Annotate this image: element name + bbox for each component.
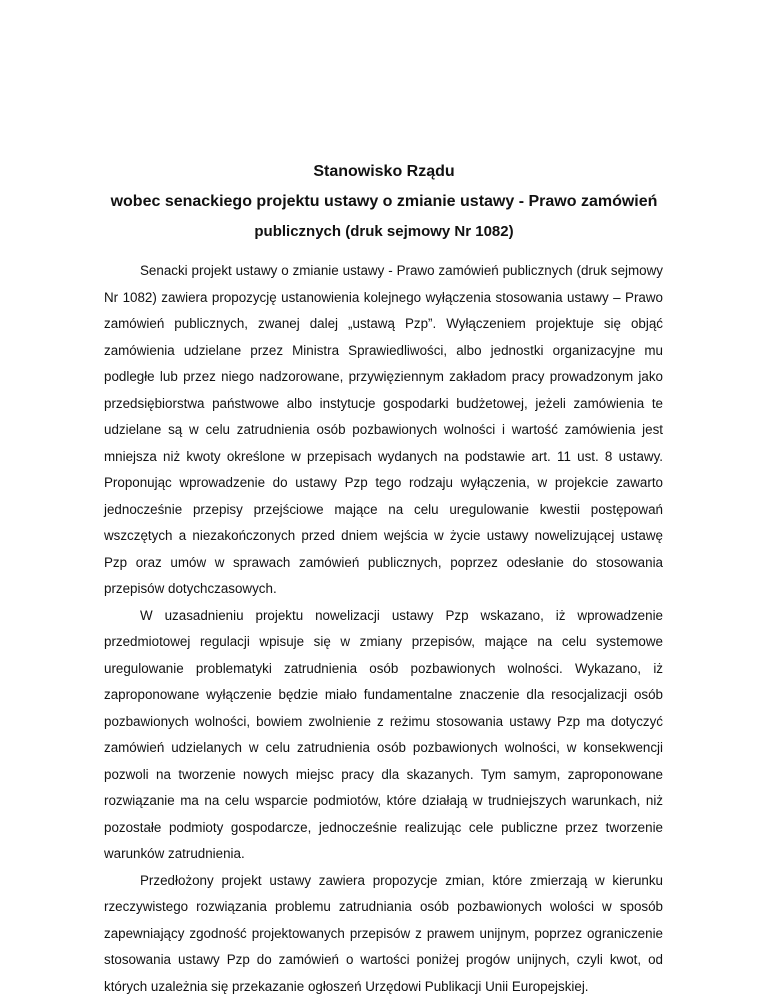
document-title — [60, 157, 708, 247]
paragraph-2: W uzasadnieniu projektu nowelizacji ustawy Pzp wskazano, iż wprowadzenie przedmiotowej regulacji wpisuje się w zmiany przepisów, mające na celu systemowe uregulowanie problematyki zatrudnienia osób pozbawionych wolności. Wykazano, iż zaproponowane wyłączenie będzie miało fundamentalne znaczenie dla resocjalizacji osób pozbawionych wolności, bowiem zwolnienie z reżimu stosowania ustawy Pzp ma dotyczyć zamówień udzielanych w celu zatrudnienia osób pozbawionych wolności, w konsekwencji pozwoli na tworzenie nowych miejsc pracy dla skazanych. Tym samym, zaproponowane rozwiązanie ma na celu wsparcie podmiotów, które działają w trudniejszych warunkach, niż pozostałe podmioty gospodarcze, jednocześnie realizując cele publiczne przez tworzenie warunków zatrudnienia. — [104, 603, 663, 868]
paragraph-3: Przedłożony projekt ustawy zawiera propozycje zmian, które zmierzają w kierunku rzeczywistego rozwiązania problemu zatrudniania osób pozbawionych wolości w sposób zapewniający zgodność projektowanych przepisów z prawem unijnym, poprzez ograniczenie stosowania ustawy Pzp do zamówień o wartości poniżej progów unijnych, czyli kwot, od których uzależnia się przekazanie ogłoszeń Urzędowi Publikacji Unii Europejskiej. — [104, 868, 663, 1000]
title-line-2: wobec senackiego projektu ustawy o zmianie ustawy - Prawo zamówień — [60, 187, 708, 217]
document-body — [104, 258, 663, 1000]
title-line-1: Stanowisko Rządu — [60, 157, 708, 187]
title-line-3: publicznych (druk sejmowy Nr 1082) — [60, 217, 708, 247]
paragraph-1: Senacki projekt ustawy o zmianie ustawy - Prawo zamówień publicznych (druk sejmowy Nr 1082) zawiera propozycję ustanowienia kolejnego wyłączenia stosowania ustawy – Prawo zamówień publicznych, zwanej dalej „ustawą Pzp”. Wyłączeniem projektuje się objąć zamówienia udzielane przez Ministra Sprawiedliwości, albo jednostki organizacyjne mu podległe lub przez niego nadzorowane, przywięziennym zakładom pracy prowadzonym jako przedsiębiorstwa państwowe albo instytucje gospodarki budżetowej, jeżeli zamówienia te udzielane są w celu zatrudnienia osób pozbawionych wolności i wartość zamówienia jest mniejsza niż kwoty określone w przepisach wydanych na podstawie art. 11 ust. 8 ustawy. Proponując wprowadzenie do ustawy Pzp tego rodzaju wyłączenia, w projekcie zawarto jednocześnie przepisy przejściowe mające na celu uregulowanie kwestii postępowań wszczętych a niezakończonych przed dniem wejścia w życie ustawy nowelizującej ustawę Pzp oraz umów w sprawach zamówień publicznych, poprzez odesłanie do stosowania przepisów dotychczasowych. — [104, 258, 663, 603]
